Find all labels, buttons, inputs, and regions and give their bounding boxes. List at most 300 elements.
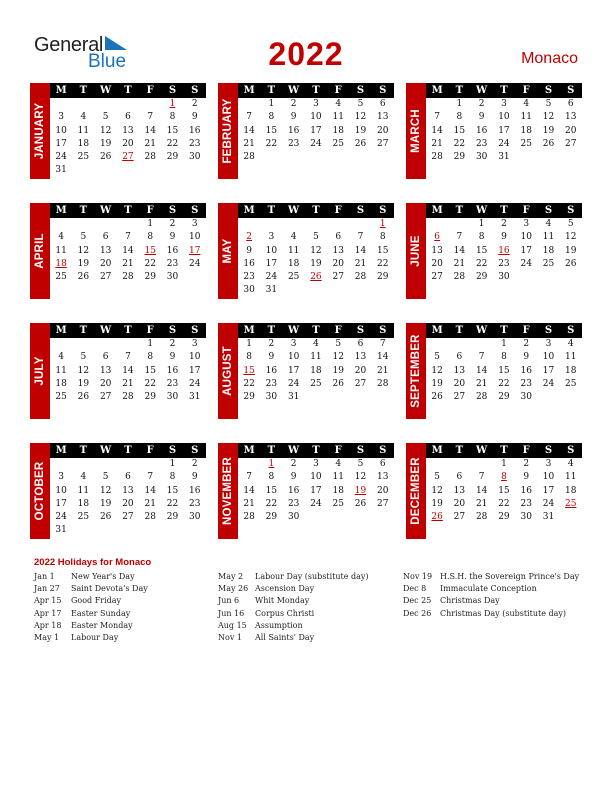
week-row [50, 231, 206, 244]
day-cell: 18 [55, 258, 67, 269]
day-cell: 24 [542, 498, 555, 509]
empty-day-cell [327, 391, 349, 404]
week-row [50, 471, 206, 484]
empty-day-cell [327, 151, 349, 164]
empty-day-cell [426, 338, 448, 351]
weekday-label: F [334, 205, 342, 216]
day-cell: 15 [166, 125, 179, 136]
day-cell: 6 [567, 99, 574, 110]
day-cell: 1 [478, 219, 485, 230]
week-row [50, 391, 206, 404]
weekday-label: T [500, 445, 508, 456]
day-cell: 15 [265, 125, 278, 136]
month-days-grid [426, 443, 582, 524]
weekday-label: S [191, 85, 199, 96]
holiday-name: Easter Sunday [71, 608, 131, 618]
day-cell: 19 [99, 498, 112, 509]
day-cell: 27 [377, 138, 389, 149]
day-cell: 25 [310, 378, 322, 389]
day-cell: 23 [243, 271, 255, 282]
day-cell: 29 [144, 391, 156, 402]
weekday-label: T [312, 85, 320, 96]
week-row [426, 391, 582, 404]
day-cell: 1 [147, 219, 154, 230]
day-cell: 25 [77, 511, 90, 522]
holidays-column [218, 571, 398, 644]
day-cell: 24 [265, 271, 278, 282]
day-cell: 1 [169, 99, 176, 110]
day-cell: 24 [498, 138, 510, 149]
weekday-label: M [55, 325, 67, 336]
month-label [406, 443, 426, 539]
month-july [30, 323, 210, 423]
empty-day-cell [139, 458, 161, 471]
holiday-item [403, 583, 603, 595]
weekday-label: S [356, 205, 365, 216]
weekday-label: S [191, 445, 199, 456]
holiday-date: Dec 8 [403, 584, 427, 594]
day-cell: 21 [243, 138, 255, 149]
day-cell: 5 [357, 459, 364, 470]
day-cell: 25 [55, 271, 67, 282]
day-cell: 5 [80, 352, 87, 363]
empty-day-cell [95, 458, 117, 471]
day-cell: 20 [122, 138, 134, 149]
empty-day-cell [305, 284, 327, 297]
day-cell: 13 [99, 365, 112, 376]
month-name: DECEMBER [410, 457, 422, 525]
month-november [218, 443, 398, 543]
day-cell: 31 [542, 511, 555, 522]
weekday-label: S [168, 205, 177, 216]
weekday-header [426, 83, 582, 98]
holiday-date: Apr 15 [34, 596, 62, 606]
week-row [426, 258, 582, 271]
month-days-grid [238, 203, 394, 297]
empty-day-cell [327, 284, 349, 297]
day-cell: 21 [122, 378, 134, 389]
empty-day-cell [72, 524, 94, 537]
week-row [50, 524, 206, 537]
weekday-label: F [522, 205, 530, 216]
empty-day-cell [50, 218, 72, 231]
empty-day-cell [349, 218, 371, 231]
day-cell: 15 [475, 245, 488, 256]
empty-day-cell [305, 511, 327, 524]
day-cell: 8 [379, 232, 386, 243]
week-row [238, 258, 394, 271]
day-cell: 28 [144, 511, 156, 522]
holiday-name: Saint Devota's Day [71, 584, 148, 594]
day-cell: 6 [335, 232, 342, 243]
day-cell: 1 [379, 219, 386, 230]
day-cell: 25 [565, 378, 577, 389]
holiday-item [34, 583, 214, 595]
day-cell: 2 [501, 219, 507, 230]
day-cell: 8 [501, 472, 507, 483]
empty-day-cell [117, 164, 139, 177]
day-cell: 14 [475, 365, 488, 376]
day-cell: 27 [565, 138, 577, 149]
week-row [238, 378, 394, 391]
holiday-date: Apr 18 [34, 620, 62, 630]
week-row [238, 351, 394, 364]
day-cell: 28 [431, 151, 443, 162]
day-cell: 21 [431, 138, 443, 149]
day-cell: 8 [268, 112, 275, 123]
day-cell: 24 [310, 498, 322, 509]
day-cell: 2 [246, 232, 252, 243]
day-cell: 6 [379, 99, 386, 110]
day-cell: 5 [80, 232, 87, 243]
day-cell: 2 [478, 99, 485, 110]
weekday-label: T [500, 325, 508, 336]
day-cell: 4 [523, 99, 530, 110]
day-cell: 12 [332, 352, 344, 363]
week-row [238, 125, 394, 138]
week-row [238, 218, 394, 231]
day-cell: 26 [565, 258, 577, 269]
weekday-label: T [500, 85, 508, 96]
holiday-name: Christmas Day [440, 596, 500, 606]
day-cell: 9 [169, 352, 176, 363]
empty-day-cell [238, 218, 260, 231]
day-cell: 9 [501, 232, 507, 243]
day-cell: 18 [55, 378, 67, 389]
weekday-label: S [356, 325, 365, 336]
month-march [406, 83, 586, 183]
day-cell: 20 [99, 258, 112, 269]
week-row [426, 471, 582, 484]
month-name: JULY [34, 356, 46, 386]
holiday-date: Aug 15 [218, 620, 247, 630]
day-cell: 12 [565, 232, 577, 243]
day-cell: 10 [498, 112, 510, 123]
day-cell: 8 [147, 352, 154, 363]
day-cell: 28 [122, 271, 134, 282]
day-cell: 26 [354, 498, 367, 509]
holiday-date: May 26 [218, 584, 249, 594]
day-cell: 13 [431, 245, 443, 256]
day-cell: 12 [99, 125, 112, 136]
week-row [50, 218, 206, 231]
day-cell: 9 [523, 352, 530, 363]
weekday-label: S [567, 205, 575, 216]
day-cell: 21 [475, 378, 488, 389]
week-row [238, 151, 394, 164]
day-cell: 17 [520, 245, 532, 256]
day-cell: 20 [431, 258, 443, 269]
day-cell: 30 [475, 151, 488, 162]
weekday-label: W [476, 205, 488, 216]
day-cell: 4 [80, 112, 87, 123]
day-cell: 14 [377, 352, 389, 363]
day-cell: 27 [377, 498, 389, 509]
day-cell: 4 [567, 339, 574, 350]
day-cell: 7 [147, 472, 154, 483]
weekday-header [426, 203, 582, 218]
day-cell: 25 [332, 498, 344, 509]
day-cell: 15 [498, 485, 510, 496]
holiday-date: Nov 1 [218, 632, 242, 642]
day-cell: 23 [520, 498, 532, 509]
day-cell: 15 [453, 125, 466, 136]
logo-general-text: General [34, 34, 104, 56]
holiday-name: New Year's Day [71, 572, 135, 581]
day-cell: 11 [332, 112, 344, 123]
day-cell: 8 [456, 112, 463, 123]
day-cell: 16 [287, 125, 300, 136]
day-cell: 11 [565, 352, 577, 363]
holiday-name: Easter Monday [71, 620, 133, 630]
holiday-item [218, 620, 398, 632]
weekday-label: F [146, 325, 154, 336]
day-cell: 4 [335, 459, 342, 470]
empty-day-cell [184, 271, 206, 284]
day-cell: 24 [310, 138, 322, 149]
day-cell: 2 [523, 459, 530, 470]
week-row [50, 498, 206, 511]
day-cell: 28 [377, 378, 389, 389]
day-cell: 13 [377, 112, 389, 123]
holiday-item [218, 632, 398, 644]
day-cell: 27 [354, 378, 367, 389]
day-cell: 30 [243, 285, 255, 296]
day-cell: 17 [287, 365, 300, 376]
day-cell: 27 [332, 271, 344, 282]
day-cell: 27 [431, 271, 443, 282]
day-cell: 2 [268, 339, 275, 350]
day-cell: 3 [523, 219, 530, 230]
empty-day-cell [327, 218, 349, 231]
week-row [426, 338, 582, 351]
day-cell: 30 [189, 511, 201, 522]
day-cell: 23 [287, 498, 300, 509]
week-row [426, 125, 582, 138]
day-cell: 25 [565, 498, 577, 509]
empty-day-cell [448, 338, 470, 351]
week-row [426, 151, 582, 164]
day-cell: 24 [542, 378, 555, 389]
day-cell: 31 [287, 391, 300, 402]
week-row [238, 365, 394, 378]
empty-day-cell [537, 271, 559, 284]
empty-day-cell [283, 151, 305, 164]
empty-day-cell [139, 164, 161, 177]
weekday-label: M [55, 85, 67, 96]
holidays-column [403, 571, 603, 620]
week-row [238, 498, 394, 511]
day-cell: 23 [475, 138, 488, 149]
day-cell: 11 [565, 472, 577, 483]
empty-day-cell [560, 391, 582, 404]
day-cell: 24 [55, 511, 67, 522]
weekday-label: M [243, 85, 255, 96]
day-cell: 14 [354, 245, 367, 256]
day-cell: 19 [565, 245, 577, 256]
holiday-name: Assumption [255, 620, 303, 630]
day-cell: 1 [501, 339, 507, 350]
weekday-label: F [522, 85, 530, 96]
day-cell: 11 [55, 365, 67, 376]
day-cell: 22 [166, 498, 179, 509]
week-row [50, 258, 206, 271]
day-cell: 11 [520, 112, 532, 123]
month-days-grid [50, 323, 206, 404]
weekday-label: W [288, 205, 300, 216]
weekday-header [238, 203, 394, 218]
holiday-item [34, 571, 214, 583]
empty-day-cell [95, 338, 117, 351]
month-name: SEPTEMBER [410, 334, 422, 408]
empty-day-cell [448, 218, 470, 231]
day-cell: 29 [377, 271, 389, 282]
weekday-header [50, 443, 206, 458]
day-cell: 20 [453, 498, 466, 509]
holiday-date: May 2 [218, 572, 244, 581]
day-cell: 28 [354, 271, 367, 282]
empty-day-cell [560, 151, 582, 164]
day-cell: 2 [290, 459, 297, 470]
week-row [50, 485, 206, 498]
holiday-item [34, 620, 214, 632]
day-cell: 25 [542, 258, 555, 269]
day-cell: 23 [166, 378, 179, 389]
weekday-label: F [334, 445, 342, 456]
day-cell: 30 [166, 271, 179, 282]
holidays-column [34, 571, 214, 644]
month-days-grid [426, 203, 582, 284]
day-cell: 10 [55, 125, 67, 136]
week-row [426, 98, 582, 111]
weekday-label: T [124, 325, 132, 336]
holiday-item [34, 608, 214, 620]
empty-day-cell [117, 218, 139, 231]
day-cell: 31 [265, 285, 278, 296]
month-days-grid [238, 323, 394, 404]
day-cell: 1 [456, 99, 463, 110]
day-cell: 22 [265, 498, 278, 509]
day-cell: 11 [542, 232, 555, 243]
holiday-date: May 1 [34, 632, 60, 642]
day-cell: 7 [246, 472, 252, 483]
day-cell: 13 [453, 365, 466, 376]
empty-day-cell [327, 511, 349, 524]
day-cell: 14 [243, 485, 255, 496]
holiday-item [218, 608, 398, 620]
day-cell: 10 [189, 232, 201, 243]
day-cell: 15 [498, 365, 510, 376]
day-cell: 4 [58, 232, 64, 243]
country-name: Monaco [521, 50, 578, 67]
week-row [238, 138, 394, 151]
day-cell: 30 [265, 391, 278, 402]
empty-day-cell [283, 218, 305, 231]
weekday-label: S [544, 85, 553, 96]
empty-day-cell [260, 218, 282, 231]
holiday-item [403, 595, 603, 607]
day-cell: 15 [243, 365, 255, 376]
day-cell: 16 [166, 365, 179, 376]
empty-day-cell [515, 151, 537, 164]
weekday-header [238, 323, 394, 338]
weekday-header [50, 323, 206, 338]
day-cell: 2 [191, 99, 198, 110]
day-cell: 19 [542, 125, 555, 136]
day-cell: 28 [453, 271, 466, 282]
day-cell: 14 [144, 125, 156, 136]
day-cell: 27 [453, 511, 466, 522]
day-cell: 10 [542, 472, 555, 483]
day-cell: 11 [77, 485, 90, 496]
day-cell: 6 [102, 352, 109, 363]
day-cell: 14 [122, 245, 134, 256]
day-cell: 2 [169, 339, 176, 350]
weekday-label: T [267, 85, 276, 96]
day-cell: 20 [377, 125, 389, 136]
day-cell: 6 [434, 232, 440, 243]
weekday-label: M [243, 325, 255, 336]
holiday-name: Good Friday [71, 596, 122, 606]
empty-day-cell [426, 98, 448, 111]
week-row [50, 151, 206, 164]
logo-blue-text: Blue [88, 51, 127, 72]
week-row [426, 218, 582, 231]
day-cell: 14 [475, 485, 488, 496]
day-cell: 10 [520, 232, 532, 243]
day-cell: 6 [456, 352, 463, 363]
day-cell: 8 [246, 352, 252, 363]
weekday-label: S [567, 85, 575, 96]
day-cell: 29 [166, 151, 179, 162]
weekday-label: W [100, 325, 112, 336]
empty-day-cell [349, 284, 371, 297]
weekday-label: T [267, 325, 276, 336]
weekday-header [50, 83, 206, 98]
weekday-label: S [379, 325, 387, 336]
day-cell: 31 [189, 391, 201, 402]
day-cell: 12 [354, 472, 367, 483]
month-may [218, 203, 398, 303]
day-cell: 22 [166, 138, 179, 149]
day-cell: 3 [268, 232, 275, 243]
empty-day-cell [448, 458, 470, 471]
day-cell: 26 [77, 271, 90, 282]
day-cell: 12 [77, 365, 90, 376]
day-cell: 25 [287, 271, 300, 282]
day-cell: 10 [542, 352, 555, 363]
day-cell: 26 [542, 138, 555, 149]
day-cell: 28 [475, 511, 488, 522]
weekday-label: T [79, 85, 88, 96]
weekday-label: M [431, 205, 443, 216]
holiday-name: Christmas Day (substitute day) [440, 608, 566, 618]
day-cell: 26 [354, 138, 367, 149]
day-cell: 8 [478, 232, 485, 243]
day-cell: 1 [147, 339, 154, 350]
day-cell: 10 [310, 472, 322, 483]
week-row [238, 511, 394, 524]
day-cell: 17 [55, 138, 67, 149]
weekday-label: T [124, 205, 132, 216]
day-cell: 30 [520, 511, 532, 522]
page-title-year: 2022 [268, 36, 344, 72]
day-cell: 7 [357, 232, 364, 243]
empty-day-cell [72, 164, 94, 177]
weekday-label: F [334, 85, 342, 96]
month-label [30, 203, 50, 299]
day-cell: 29 [144, 271, 156, 282]
